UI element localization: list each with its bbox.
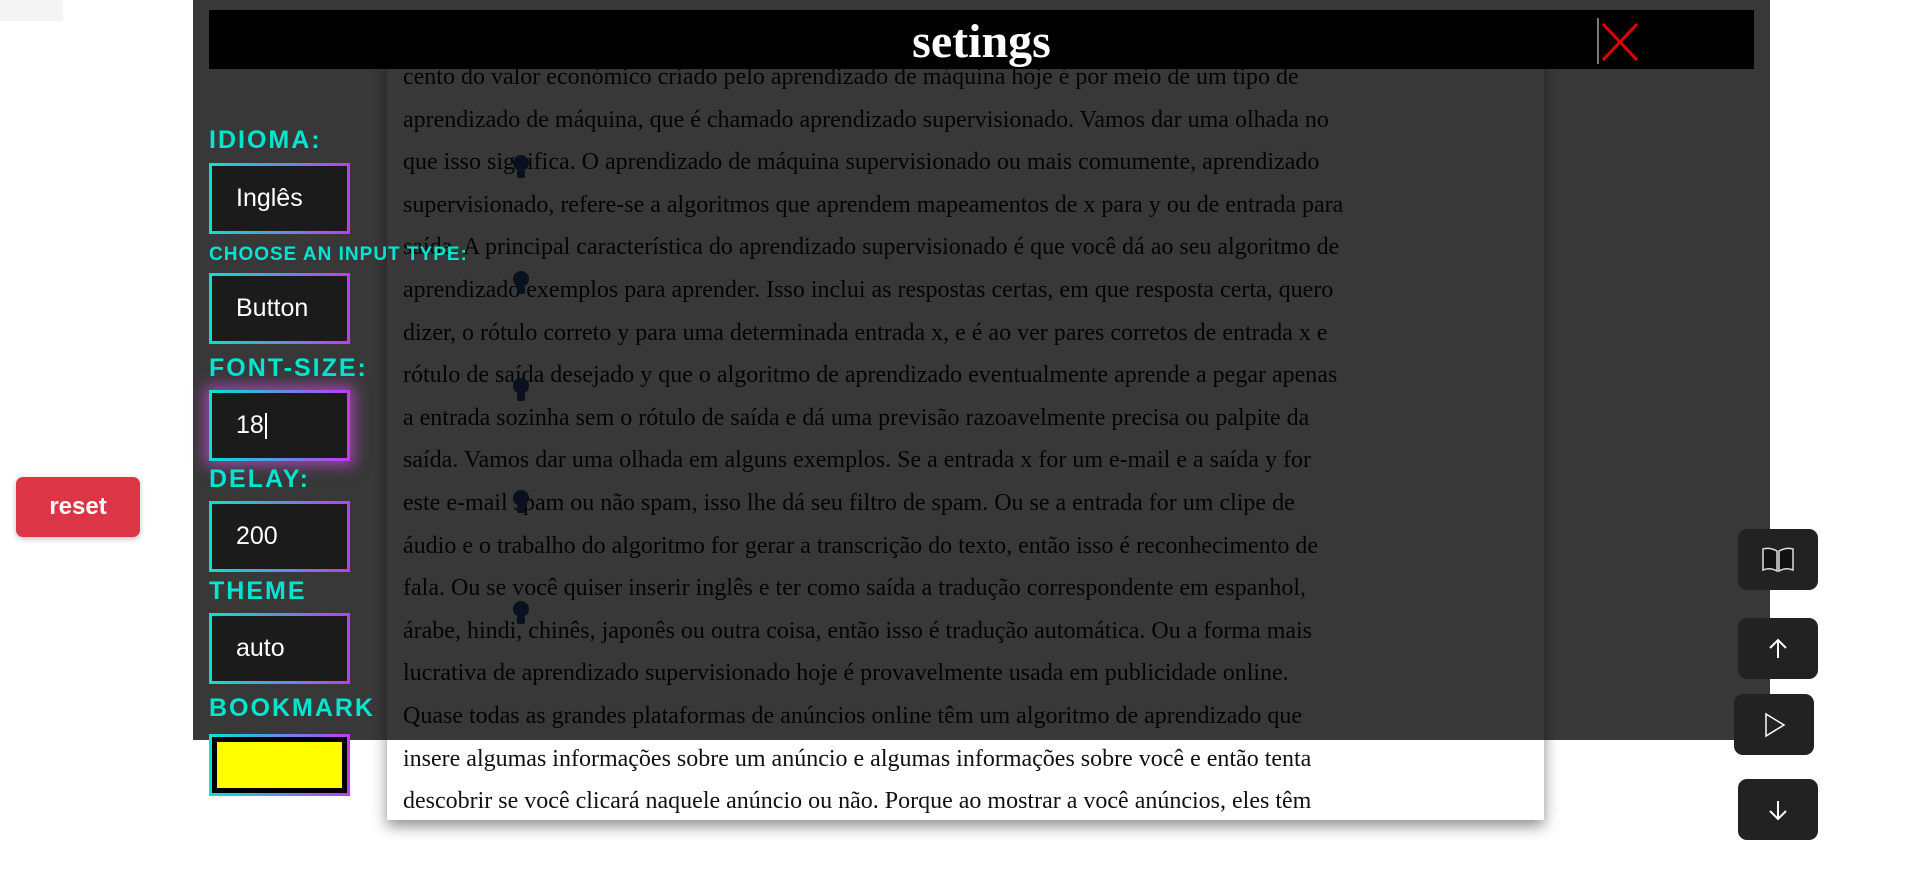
bookmark-color-fill: [217, 742, 342, 788]
play-button[interactable]: [1734, 694, 1814, 755]
bookmark-label: BOOKMARK: [209, 694, 375, 722]
theme-select[interactable]: [209, 613, 350, 684]
scroll-up-button[interactable]: [1738, 618, 1818, 679]
font-size-input[interactable]: [209, 390, 350, 461]
delay-value: 200: [236, 522, 278, 550]
close-x-icon: [1599, 18, 1641, 64]
input-type-label: CHOOSE AN INPUT TYPE:: [209, 244, 468, 265]
book-icon: [1760, 545, 1796, 575]
settings-title-bar: [209, 10, 1754, 69]
language-value: Inglês: [236, 184, 303, 212]
font-size-label: FONT-SIZE:: [209, 354, 368, 382]
delay-label: DELAY:: [209, 465, 310, 493]
bookmark-color-picker[interactable]: [209, 734, 350, 796]
delay-input[interactable]: [209, 501, 350, 572]
reset-button[interactable]: reset: [16, 477, 140, 537]
reader-paragraph: insere algumas informações sobre um anúncio e algumas informações sobre você e então tenta descobrir se você clicará naquele anúncio ou não. Porque ao mostrar a você anúncios, eles têm: [403, 745, 1312, 815]
language-select[interactable]: [209, 163, 350, 234]
arrow-down-icon: [1765, 797, 1791, 823]
theme-value: auto: [236, 634, 285, 662]
settings-title: setings: [912, 15, 1051, 68]
corner-tab: [0, 0, 63, 21]
font-size-value: 18: [236, 411, 264, 439]
language-label: IDIOMA:: [209, 126, 322, 154]
arrow-up-icon: [1765, 636, 1791, 662]
scroll-down-button[interactable]: [1738, 779, 1818, 840]
input-type-value: Button: [236, 294, 309, 322]
text-caret: [265, 413, 267, 439]
settings-overlay: [193, 0, 1770, 740]
close-button[interactable]: [1597, 18, 1641, 64]
bookmark-toggle-button[interactable]: [1738, 529, 1818, 590]
input-type-select[interactable]: [209, 273, 350, 344]
play-icon: [1761, 711, 1787, 739]
theme-label: THEME: [209, 577, 307, 605]
